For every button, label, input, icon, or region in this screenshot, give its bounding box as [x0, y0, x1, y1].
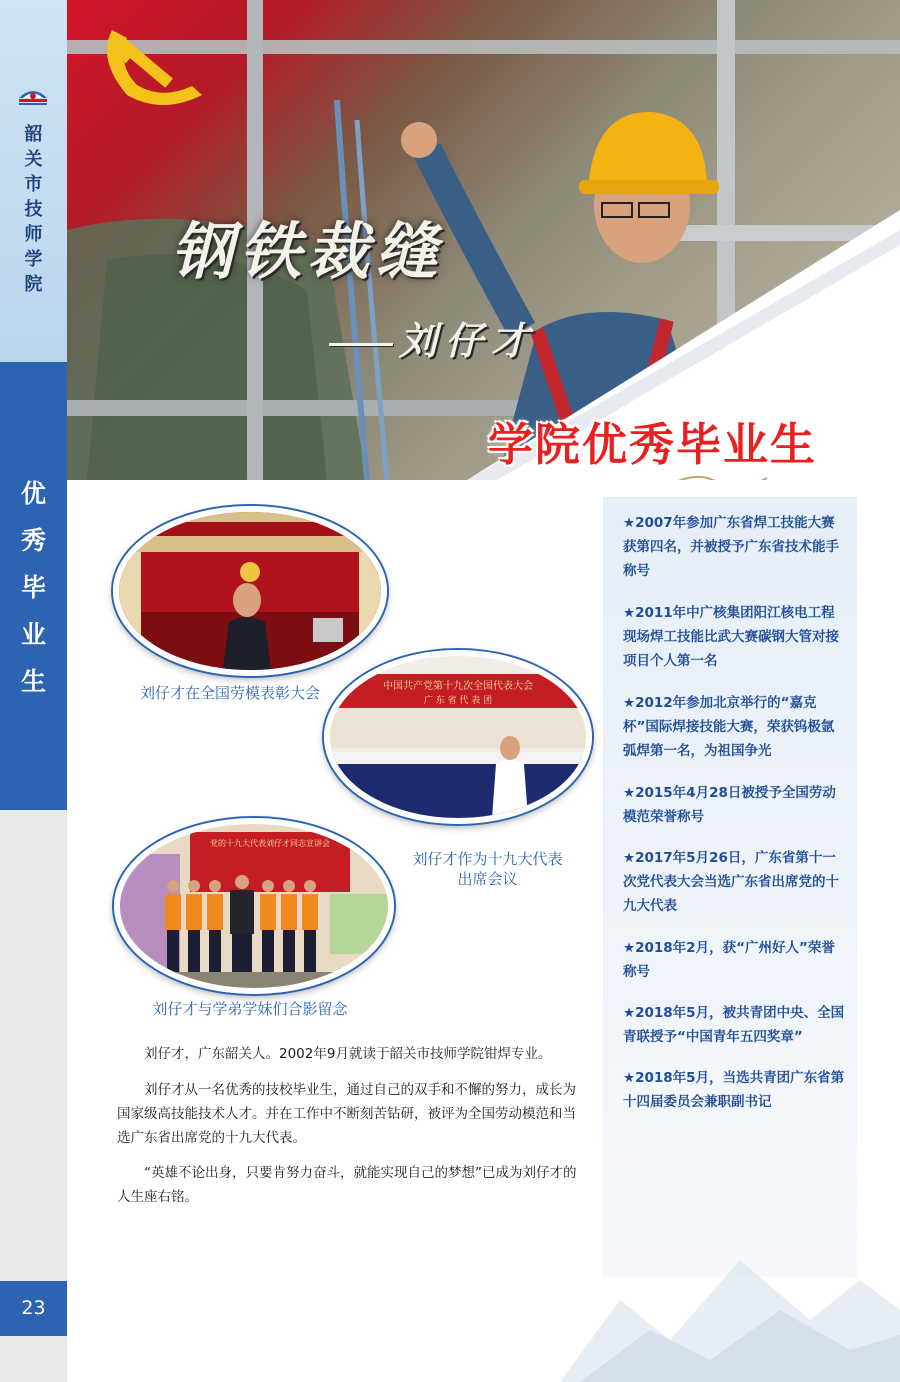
achievement-item: ★2011年中广核集团阳江核电工程现场焊工技能比武大赛碳钢大管对接项目个人第一名: [623, 605, 839, 669]
photo-congress-meeting: [324, 650, 592, 824]
body-paragraph: “英雄不论出身，只要肯努力奋斗，就能实现自己的梦想”已成为刘仔才的人生座右铭。: [117, 1165, 577, 1205]
group-banner-text: 党的十九大代表刘仔才同志宣讲会: [210, 839, 330, 848]
school-name-char: 关: [24, 149, 43, 170]
achievement-item: ★2017年5月26日，广东省第十一次党代表大会当选广东省出席党的十九大代表: [623, 850, 839, 914]
school-name-char: 技: [24, 199, 43, 220]
decorative-mountains: [560, 1150, 900, 1382]
congress-banner-subtext: 广 东 省 代 表 团: [423, 696, 493, 706]
photo-caption: [405, 849, 570, 889]
page-headline: 学院优秀毕业生: [488, 418, 818, 471]
banner-person-name: 刘仔才: [329, 310, 537, 365]
school-name-char: 师: [24, 224, 43, 245]
achievement-item: ★2018年5月，被共青团中央、全国青联授予“中国青年五四奖章”: [623, 1005, 845, 1045]
school-name-char: 韶: [24, 124, 43, 145]
photo-caption-line: 出席会议: [457, 870, 518, 888]
achievement-item: ★2018年5月，当选共青团广东省第十四届委员会兼职副书记: [623, 1070, 845, 1110]
achievement-item: ★2015年4月28日被授予全国劳动模范荣誉称号: [623, 785, 836, 825]
school-name-char: 院: [24, 274, 43, 295]
body-paragraph: 刘仔才从一名优秀的技校毕业生，通过自己的双手和不懈的努力，成长为国家级高技能技术人才。并在工作中不断刻苦钻研，被评为全国劳动模范和当选广东省出席党的十九大代表。: [117, 1082, 576, 1146]
page-number: 23: [0, 1281, 67, 1336]
photo-group-students: [114, 818, 394, 994]
left-sidebar: [0, 0, 67, 1382]
group-students-image: [120, 824, 388, 988]
sidebar-school-panel: [0, 0, 67, 362]
congress-banner-text: 中国共产党第十九次全国代表大会: [383, 681, 533, 692]
school-name: [0, 122, 67, 297]
award-ceremony-image: [119, 512, 381, 670]
congress-meeting-image: [330, 656, 586, 818]
section-name-char: 优: [20, 479, 46, 508]
photo-award-ceremony: [113, 506, 387, 676]
school-logo-icon: [17, 84, 49, 106]
photo-caption-line: 刘仔才作为十九大代表: [412, 850, 563, 868]
school-name-char: 学: [24, 249, 43, 270]
section-name: [0, 470, 67, 705]
section-name-char: 秀: [20, 526, 46, 555]
banner-title: 钢铁裁缝: [171, 215, 444, 288]
section-name-char: 生: [20, 667, 46, 696]
photo-caption: 刘仔才在全国劳模表彰大会: [139, 684, 320, 702]
section-name-char: 毕: [20, 573, 46, 602]
photo-caption: 刘仔才与学弟学妹们合影留念: [152, 1000, 348, 1018]
hero-banner: [67, 0, 900, 480]
school-name-char: 市: [24, 174, 43, 195]
achievement-item: ★2012年参加北京举行的“嘉克杯”国际焊接技能大赛，荣获钨极氩弧焊第一名，为祖国争光: [623, 695, 835, 759]
achievement-item: ★2007年参加广东省焊工技能大赛获第四名，并被授予广东省技术能手称号: [623, 515, 839, 579]
achievement-item: ★2018年2月，获“广州好人”荣誉称号: [623, 940, 835, 980]
body-paragraph: 刘仔才，广东韶关人。2002年9月就读于韶关市技师学院钳焊专业。: [144, 1046, 552, 1062]
section-name-char: 业: [20, 620, 46, 649]
